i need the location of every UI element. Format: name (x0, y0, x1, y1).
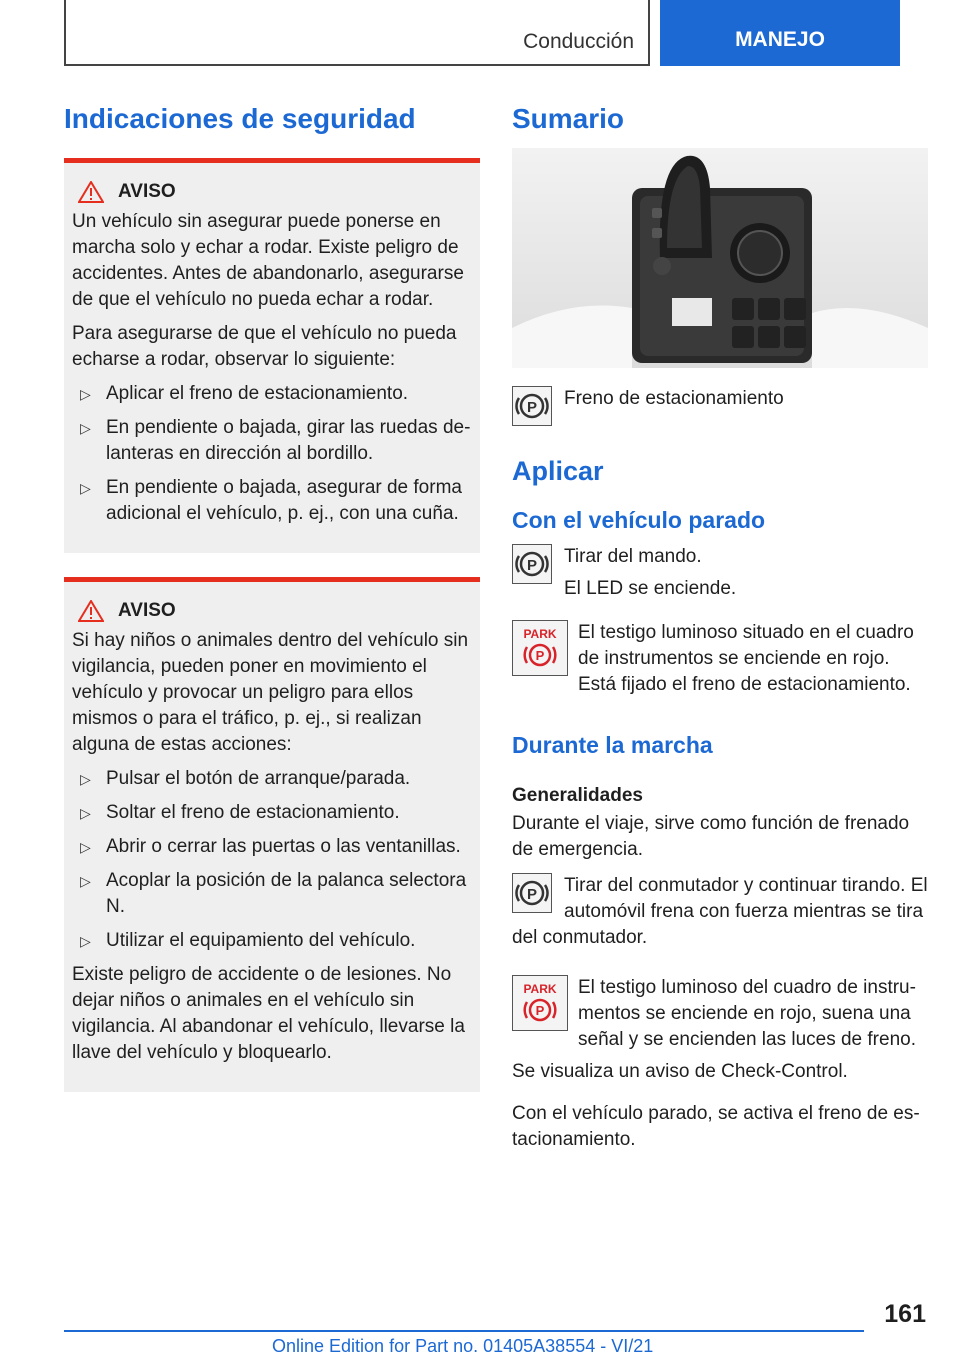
svg-text:PARK: PARK (523, 627, 557, 641)
step-text: El LED se enciende. (564, 578, 737, 599)
park-indicator-text: El testigo luminoso del cuadro de instrumentos se enciende en rojo, suena una señal y se encienden las luces de freno. (578, 977, 916, 1050)
svg-text:P: P (526, 886, 538, 903)
list-item: ▷ Aplicar el freno de estacionamiento. (80, 383, 409, 404)
warning-text: Para asegurarse de que el vehículo no pueda echarse a rodar, observar lo siguiente: (72, 323, 457, 370)
page-number: 161 (884, 1300, 926, 1328)
section-tab[interactable]: MANEJO (660, 0, 900, 66)
warning-list (72, 766, 472, 954)
list-item: ▷ Pulsar el botón de arranque/parada. (80, 768, 411, 789)
warning-box-2 (64, 577, 480, 1092)
summary-heading: Sumario (512, 103, 625, 134)
driving-heading: Durante la marcha (512, 732, 713, 758)
list-item: ▷ Abrir o cerrar las puertas o las ventanillas. (80, 836, 461, 857)
footer-divider (64, 1330, 864, 1332)
svg-text:P: P (526, 557, 538, 574)
park-warning-light-icon (512, 620, 568, 676)
check-control-text: Se visualiza un aviso de Check-Control. (512, 1061, 848, 1082)
chapter-title: Conducción (523, 30, 634, 53)
park-indicator-text: El testigo luminoso situado en el cuadro de instrumentos se enciende en rojo. Está fijado el freno de estacionamiento. (578, 622, 914, 695)
warning-text: Un vehículo sin asegurar puede ponerse en marcha solo y echar a rodar. Existe peligro de accidentes. Antes de abandonarlo, asegurarse de que el vehículo no pueda echar a rodar. (72, 211, 464, 310)
edition-text: Online Edition for Part no. 01405A38554 - VI/21 (272, 1336, 654, 1356)
list-item: ▷ Acoplar la posición de la palanca selectora N. (80, 870, 467, 917)
stationary-step-row (512, 544, 928, 602)
warning-box-1 (64, 158, 480, 553)
general-heading: Generalidades (512, 785, 643, 806)
step-text: Tirar del mando. (564, 546, 702, 567)
list-item: ▷ Utilizar el equipamiento del vehículo. (80, 930, 416, 951)
warning-triangle-icon (78, 600, 104, 622)
console-photo (512, 148, 928, 368)
console-illustration (512, 148, 928, 368)
warning-label: AVISO (118, 600, 176, 621)
stationary-heading: Con el vehículo parado (512, 507, 766, 533)
warning-title-1 (72, 179, 472, 205)
stationary-note-text: Con el vehículo parado, se activa el freno de estacionamiento. (512, 1103, 920, 1150)
emergency-text-cont: del conmutador. (512, 927, 648, 948)
caption-row (512, 386, 928, 426)
warning-title-2 (72, 598, 472, 624)
safety-heading: Indicaciones de seguridad (64, 103, 416, 134)
park-warning-light-icon (512, 975, 568, 1031)
emergency-step-block (512, 873, 928, 951)
svg-text:P: P (535, 1003, 545, 1018)
warning-list (72, 381, 472, 527)
apply-heading: Aplicar (512, 456, 604, 486)
parking-brake-icon (512, 873, 552, 913)
left-column (64, 100, 480, 1092)
warning-label: AVISO (118, 181, 176, 202)
list-item: ▷ Soltar el freno de estacionamiento. (80, 802, 400, 823)
park-indicator-row (512, 620, 928, 698)
emergency-text: Tirar del conmutador y continuar tirando. El automóvil frena con fuerza mientras se tira (564, 875, 928, 922)
warning-triangle-icon (78, 181, 104, 203)
warning-text: Existe peligro de accidente o de lesiones. No dejar niños o animales en el vehículo sin vigilancia. Al abandonar el vehículo, llevarse la llave del vehículo y bloquearlo. (72, 964, 465, 1063)
list-item: ▷ En pendiente o bajada, asegurar de forma adicional el vehículo, p. ej., con una cuña. (80, 477, 462, 524)
svg-text:PARK: PARK (523, 982, 557, 996)
svg-text:P: P (535, 648, 545, 663)
right-column (512, 100, 928, 1153)
park-indicator-row-2 (512, 975, 928, 1053)
parking-brake-icon (512, 386, 552, 426)
header-box (64, 0, 650, 66)
parking-brake-icon (512, 544, 552, 584)
photo-caption: Freno de estacionamiento (564, 388, 784, 409)
warning-text: Si hay niños o animales dentro del vehículo sin vigilancia, pueden poner en movimiento el vehículo y provocar un peligro para ellos mismos o para el tráfico, p. ej., si realizan alguna de estas acciones: (72, 630, 469, 755)
general-text: Durante el viaje, sirve como función de frenado de emergencia. (512, 813, 910, 860)
svg-text:P: P (526, 399, 538, 416)
list-item: ▷ En pendiente o bajada, girar las ruedas delanteras en dirección al bordillo. (80, 417, 471, 464)
